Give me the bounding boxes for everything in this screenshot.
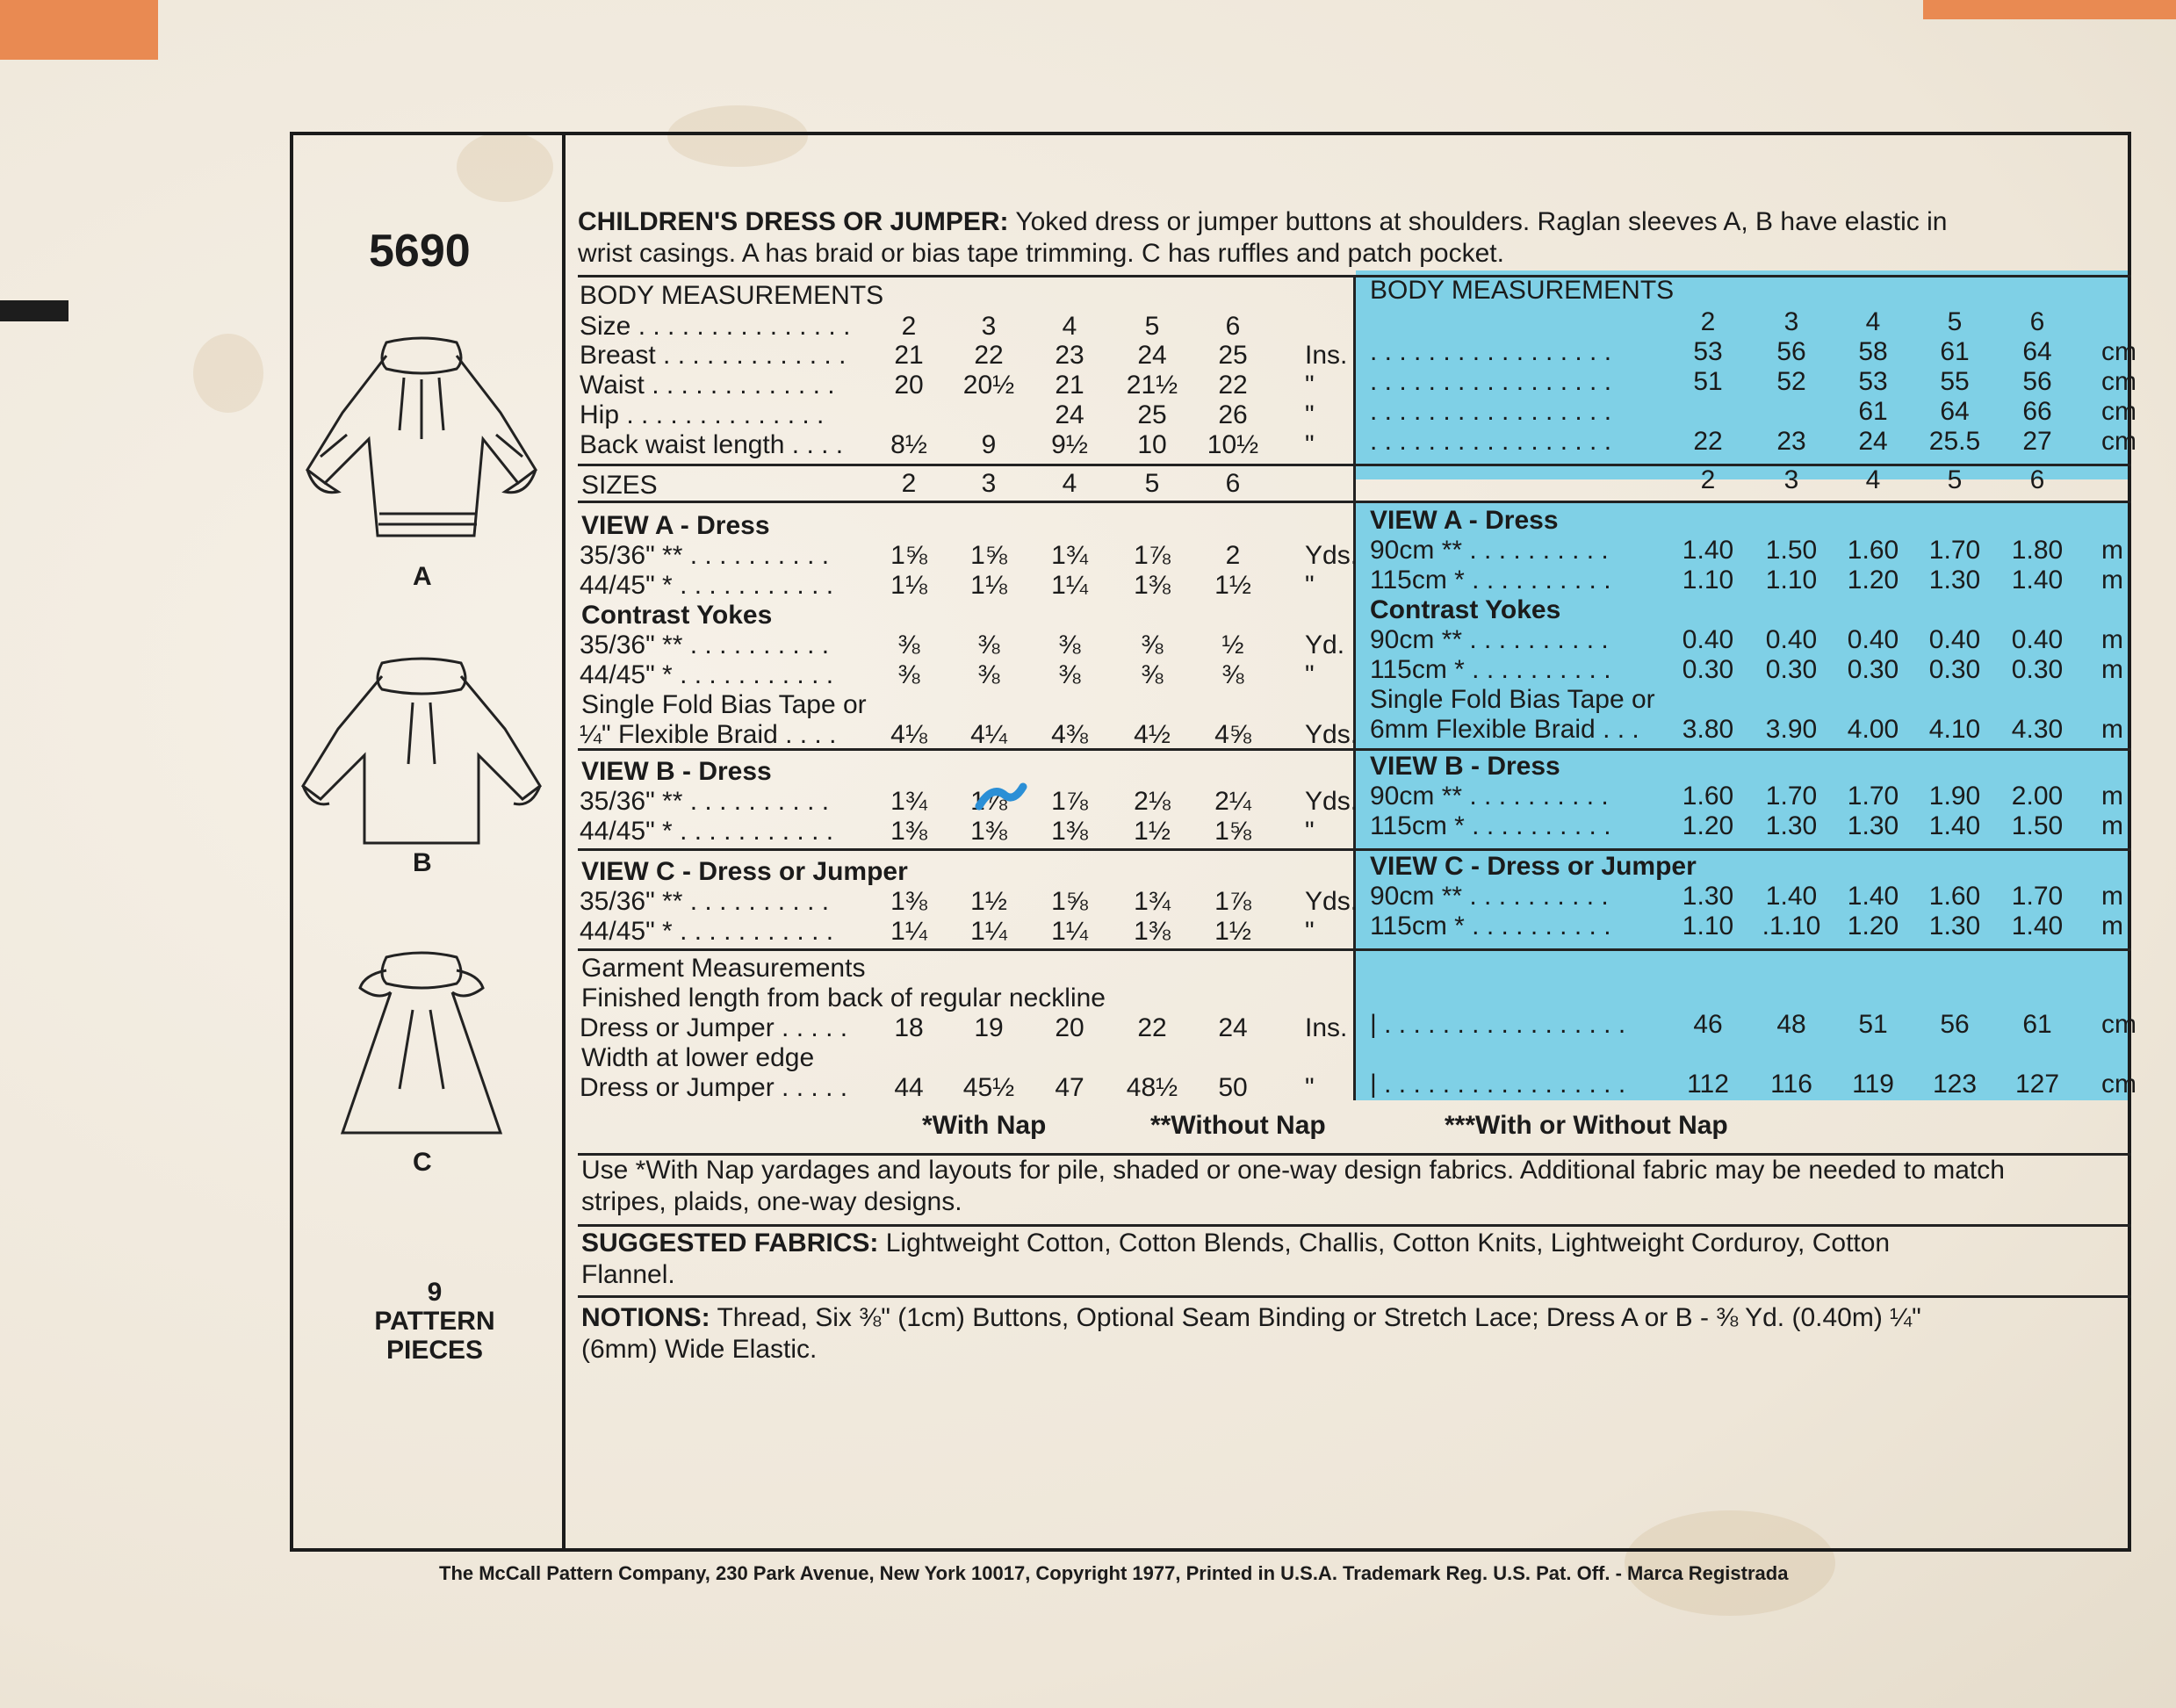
right-row-unit: m (2101, 811, 2123, 840)
left-row-unit: Yds. (1305, 787, 1358, 816)
left-row-value: 1¼ (890, 917, 927, 946)
left-row-unit: Ins. (1305, 341, 1348, 370)
right-row-label: | . . . . . . . . . . . . . . . . . (1370, 1070, 1626, 1099)
left-row-value: 1¼ (1051, 917, 1088, 946)
right-row-label: 90cm ** . . . . . . . . . . (1370, 782, 1609, 811)
left-row-unit: " (1305, 660, 1315, 689)
right-row-value: 1.80 (2011, 536, 2064, 565)
sizes-value: 4 (1062, 469, 1077, 498)
right-row-value: 46 (1693, 1010, 1723, 1039)
left-row-value: 24 (1137, 341, 1167, 370)
pieces-label-1: PATTERN (374, 1307, 495, 1336)
right-row-value: 0.30 (1682, 655, 1734, 684)
right-row-value: 1.10 (1682, 912, 1734, 940)
pattern-number: 5690 (369, 226, 471, 277)
left-row-value: 20½ (962, 371, 1015, 400)
right-row-value: 56 (1940, 1010, 1970, 1039)
right-row-value: 0.40 (1765, 625, 1818, 654)
left-row-label: 35/36" ** . . . . . . . . . . (580, 787, 830, 816)
left-row-value: ½ (1221, 631, 1244, 659)
right-row-value: 1.10 (1765, 566, 1818, 595)
left-row-value: 4 (1062, 312, 1077, 341)
right-row-value: 1.40 (2011, 912, 2064, 940)
title-bold: CHILDREN'S DRESS OR JUMPER: (578, 207, 1009, 236)
right-row-value: 123 (1932, 1070, 1978, 1099)
left-row-value: 26 (1218, 400, 1248, 429)
right-row-value: 1.30 (1928, 912, 1981, 940)
left-row-label: 44/45" * . . . . . . . . . . . (580, 571, 834, 600)
right-row-value: 1.30 (1928, 566, 1981, 595)
right-row-unit: m (2101, 715, 2123, 744)
pieces-count: 9 (427, 1278, 443, 1307)
left-row-value: 4⅛ (890, 720, 927, 749)
right-row-value: 1.60 (1682, 782, 1734, 811)
right-view-a: VIEW A - Dress (1370, 506, 1559, 535)
left-row-value: 1½ (1134, 817, 1171, 846)
sizes-value: 2 (901, 469, 917, 498)
right-row-label: 90cm ** . . . . . . . . . . (1370, 882, 1609, 911)
right-row-label: | . . . . . . . . . . . . . . . . . (1370, 1010, 1626, 1039)
title-line-1 (578, 207, 1948, 237)
left-row-value: 1¼ (1051, 571, 1088, 600)
right-body-header: BODY MEASUREMENTS (1370, 276, 1675, 305)
left-row-value: 1⅜ (890, 817, 927, 846)
left-row-unit: " (1305, 430, 1315, 459)
right-row-value: 1.60 (1847, 536, 1899, 565)
left-row-value: 1½ (1214, 917, 1251, 946)
right-size-header: 3 (1783, 307, 1799, 336)
right-row-value: 64 (1940, 397, 1970, 426)
left-row-value: 21 (1055, 371, 1084, 400)
right-row-value: 23 (1776, 427, 1806, 456)
right-row-value: 0.30 (2011, 655, 2064, 684)
right-row-value: 53 (1858, 367, 1888, 396)
left-row-label: Dress or Jumper . . . . . (580, 1013, 848, 1042)
right-row-value: 56 (1776, 337, 1806, 366)
right-row-value: 4.00 (1847, 715, 1899, 744)
left-row-value: 10 (1137, 430, 1167, 459)
title-rest: Yoked dress or jumper buttons at shoulders. Raglan sleeves A, B have elastic in (1015, 207, 1948, 236)
left-row-value: 1⅜ (970, 817, 1007, 846)
left-row-unit: " (1305, 571, 1315, 600)
left-view-b: VIEW B - Dress (581, 757, 772, 786)
right-view-b: VIEW B - Dress (1370, 752, 1560, 781)
right-row-value: 61 (1940, 337, 1970, 366)
right-row-value: 1.20 (1847, 912, 1899, 940)
right-row-value: 1.90 (1928, 782, 1981, 811)
orange-corner-left (0, 0, 158, 60)
right-row-value: 116 (1770, 1070, 1812, 1099)
right-row-label: . . . . . . . . . . . . . . . . . (1370, 367, 1612, 396)
left-row-value: 21 (894, 341, 924, 370)
right-row-value: 1.20 (1682, 811, 1734, 840)
left-row-label: Back waist length . . . . (580, 430, 844, 459)
left-row-value: 1⅝ (890, 541, 927, 570)
left-row-unit: " (1305, 917, 1315, 946)
left-row-unit: " (1305, 817, 1315, 846)
left-row-value: 2 (901, 312, 917, 341)
left-row-value: 4½ (1134, 720, 1171, 749)
left-body-header: BODY MEASUREMENTS (580, 281, 884, 310)
right-sizes-value: 4 (1865, 465, 1881, 494)
view-label-a: A (413, 562, 432, 591)
right-row-value: 3.80 (1682, 715, 1734, 744)
right-row-value: 56 (2022, 367, 2052, 396)
left-row-value: 2¼ (1214, 787, 1251, 816)
right-row-unit: m (2101, 782, 2123, 811)
left-bias-label: Single Fold Bias Tape or (581, 690, 867, 719)
left-row-value: 1½ (1214, 571, 1251, 600)
left-row-label: Hip . . . . . . . . . . . . . . (580, 400, 825, 429)
left-row-value: 1⅜ (1134, 571, 1171, 600)
view-label-b: B (413, 848, 432, 877)
left-row-value: 1⅝ (970, 541, 1007, 570)
right-row-label: 115cm * . . . . . . . . . . (1370, 566, 1611, 595)
right-row-value: 119 (1852, 1070, 1894, 1099)
right-row-value: 1.60 (1928, 882, 1981, 911)
right-row-value: 61 (2022, 1010, 2052, 1039)
left-row-value: 47 (1055, 1073, 1084, 1102)
right-sizes-value: 6 (2029, 465, 2045, 494)
left-row-value: 19 (974, 1013, 1004, 1042)
left-row-value: 1⅞ (1051, 787, 1088, 816)
right-row-value: 1.50 (1765, 536, 1818, 565)
left-row-unit: " (1305, 371, 1315, 400)
right-row-value: 48 (1776, 1010, 1806, 1039)
left-row-unit: " (1305, 400, 1315, 429)
fabrics-line-1 (581, 1229, 1890, 1258)
left-row-value: 25 (1137, 400, 1167, 429)
right-row-unit: m (2101, 655, 2123, 684)
right-row-value: 2.00 (2011, 782, 2064, 811)
right-size-header: 6 (2029, 307, 2045, 336)
left-row-label: Waist . . . . . . . . . . . . . (580, 371, 835, 400)
right-row-value: 0.40 (2011, 625, 2064, 654)
left-row-value: 5 (1144, 312, 1160, 341)
left-row-label: 35/36" ** . . . . . . . . . . (580, 631, 830, 659)
left-row-value: 24 (1055, 400, 1084, 429)
right-row-unit: m (2101, 912, 2123, 940)
left-row-value: ⅜ (1058, 631, 1081, 659)
left-row-unit: Yds. (1305, 541, 1358, 570)
right-row-value: 1.70 (1765, 782, 1818, 811)
right-row-value: 1.40 (1682, 536, 1734, 565)
right-contrast: Contrast Yokes (1370, 595, 1561, 624)
left-row-value: 1⅛ (970, 571, 1007, 600)
left-row-value: 4¼ (970, 720, 1007, 749)
left-row-label: 44/45" * . . . . . . . . . . . (580, 817, 834, 846)
left-row-value: 1⅜ (1051, 817, 1088, 846)
right-row-value: 58 (1858, 337, 1888, 366)
right-row-unit: cm (2101, 427, 2136, 456)
left-row-value: ⅜ (1058, 660, 1081, 689)
right-row-label: 115cm * . . . . . . . . . . (1370, 811, 1611, 840)
footer-credit: The McCall Pattern Company, 230 Park Avenue, New York 10017, Copyright 1977, Printed in U.S.A. Trademark Reg. U.S. Pat. Off. - Marca Registrada (439, 1562, 1789, 1584)
right-row-label: 6mm Flexible Braid . . . (1370, 715, 1639, 744)
right-row-value: 53 (1693, 337, 1723, 366)
left-row-value: 10½ (1207, 430, 1259, 459)
left-row-unit: Ins. (1305, 1013, 1348, 1042)
title-line-2: wrist casings. A has braid or bias tape trimming. C has ruffles and patch pocket. (578, 239, 1504, 268)
sizes-value: 6 (1225, 469, 1241, 498)
right-sizes-value: 5 (1947, 465, 1963, 494)
left-row-value: 1¾ (1051, 541, 1088, 570)
view-c-illustration (316, 940, 527, 1150)
right-row-value: 22 (1693, 427, 1723, 456)
right-row-value: 1.50 (2011, 811, 2064, 840)
right-row-value: 0.30 (1928, 655, 1981, 684)
left-row-value: 4⅜ (1051, 720, 1088, 749)
right-row-value: 1.10 (1682, 566, 1734, 595)
right-row-value: 24 (1858, 427, 1888, 456)
right-row-value: 66 (2022, 397, 2052, 426)
right-row-value: 4.30 (2011, 715, 2064, 744)
orange-corner-right (1923, 0, 2176, 19)
left-row-unit: Yds. (1305, 720, 1358, 749)
left-row-label: ¼" Flexible Braid . . . . (580, 720, 837, 749)
nap-without: **Without Nap (1150, 1111, 1326, 1140)
left-row-value: 9 (981, 430, 997, 459)
left-row-value: ⅜ (897, 660, 920, 689)
left-row-value: 9½ (1051, 430, 1088, 459)
left-row-value: ⅜ (1221, 660, 1244, 689)
notions-line-1 (581, 1303, 1921, 1333)
left-row-label: 35/36" ** . . . . . . . . . . (580, 541, 830, 570)
left-row-label: Size . . . . . . . . . . . . . . . (580, 312, 851, 341)
left-row-unit: " (1305, 1073, 1315, 1102)
view-b-illustration (290, 632, 553, 861)
left-row-value: 20 (894, 371, 924, 400)
right-row-value: 1.40 (1765, 882, 1818, 911)
view-label-c: C (413, 1148, 432, 1177)
right-row-value: 55 (1940, 367, 1970, 396)
left-row-value: 1⅞ (1134, 541, 1171, 570)
metric-divider (1353, 275, 1356, 1100)
right-row-value: .1.10 (1762, 912, 1821, 940)
right-size-header: 4 (1865, 307, 1881, 336)
use-line-2: stripes, plaids, one-way designs. (581, 1187, 962, 1216)
left-row-value: 3 (981, 312, 997, 341)
left-row-value: 1⅛ (890, 571, 927, 600)
right-row-value: 1.40 (2011, 566, 2064, 595)
notions-rest: Thread, Six ⅜" (1cm) Buttons, Optional Seam Binding or Stretch Lace; Dress A or B - ⅜ Yd. (0.40m) ¼" (717, 1303, 1921, 1332)
left-row-value: 1⅞ (1214, 887, 1251, 916)
left-row-value: 2 (1225, 541, 1241, 570)
frame-divider (562, 132, 566, 1552)
fabrics-bold: SUGGESTED FABRICS: (581, 1229, 879, 1258)
fabrics-line-2: Flannel. (581, 1260, 675, 1289)
rule (578, 1295, 2131, 1298)
view-a-illustration (290, 307, 553, 597)
right-row-label: . . . . . . . . . . . . . . . . . (1370, 397, 1612, 426)
right-row-value: 1.70 (2011, 882, 2064, 911)
left-row-value: ⅜ (1141, 660, 1164, 689)
right-row-unit: m (2101, 625, 2123, 654)
right-row-value: 51 (1858, 1010, 1888, 1039)
right-row-unit: cm (2101, 1010, 2136, 1039)
use-line-1: Use *With Nap yardages and layouts for pile, shaded or one-way design fabrics. Additional fabric may be needed to match (581, 1156, 2005, 1185)
left-row-label: 44/45" * . . . . . . . . . . . (580, 660, 834, 689)
right-row-unit: cm (2101, 367, 2136, 396)
black-tab-mark (0, 300, 68, 321)
nap-either: ***With or Without Nap (1445, 1111, 1728, 1140)
right-row-value: 4.10 (1928, 715, 1981, 744)
fabrics-rest: Lightweight Cotton, Cotton Blends, Challis, Cotton Knits, Lightweight Corduroy, Cotton (885, 1229, 1891, 1258)
right-row-value: 0.30 (1847, 655, 1899, 684)
notions-bold: NOTIONS: (581, 1303, 710, 1332)
width-label: Width at lower edge (581, 1043, 815, 1072)
left-row-value: 44 (894, 1073, 924, 1102)
right-row-unit: cm (2101, 1070, 2136, 1099)
right-sizes-value: 2 (1700, 465, 1716, 494)
pieces-label-2: PIECES (385, 1336, 484, 1365)
right-view-c: VIEW C - Dress or Jumper (1370, 852, 1697, 881)
right-row-unit: cm (2101, 337, 2136, 366)
finished-label: Finished length from back of regular neckline (581, 984, 1106, 1013)
right-row-value: 1.30 (1847, 811, 1899, 840)
left-row-value: 1⅜ (890, 887, 927, 916)
right-row-value: 1.40 (1928, 811, 1981, 840)
left-row-value: 24 (1218, 1013, 1248, 1042)
right-row-value: 127 (2014, 1070, 2060, 1099)
left-row-value: 6 (1225, 312, 1241, 341)
left-row-value: 1¾ (890, 787, 927, 816)
left-view-c: VIEW C - Dress or Jumper (581, 857, 908, 886)
right-row-value: 112 (1687, 1070, 1729, 1099)
left-row-value: 1⅝ (1214, 817, 1251, 846)
left-row-value: 25 (1218, 341, 1248, 370)
left-row-value: 1½ (970, 887, 1007, 916)
right-row-label: . . . . . . . . . . . . . . . . . (1370, 337, 1612, 366)
left-row-value: 48½ (1126, 1073, 1178, 1102)
right-sizes-value: 3 (1783, 465, 1799, 494)
left-row-unit: Yd. (1305, 631, 1345, 659)
right-row-value: 25.5 (1928, 427, 1981, 456)
garment-label: Garment Measurements (581, 954, 866, 983)
right-row-label: 115cm * . . . . . . . . . . (1370, 655, 1611, 684)
left-row-value: 4⅝ (1214, 720, 1251, 749)
left-row-value: 23 (1055, 341, 1084, 370)
right-size-header: 5 (1947, 307, 1963, 336)
rule (578, 1224, 2131, 1227)
right-row-value: 0.30 (1765, 655, 1818, 684)
right-row-label: 90cm ** . . . . . . . . . . (1370, 625, 1609, 654)
right-row-value: 1.40 (1847, 882, 1899, 911)
left-row-value: 21½ (1126, 371, 1178, 400)
left-view-a: VIEW A - Dress (581, 511, 770, 540)
left-row-value: 18 (894, 1013, 924, 1042)
left-row-value: ⅜ (1141, 631, 1164, 659)
nap-with: *With Nap (922, 1111, 1047, 1140)
left-row-value: 8½ (890, 430, 927, 459)
left-row-value: 22 (1218, 371, 1248, 400)
left-row-value: 45½ (962, 1073, 1015, 1102)
right-row-unit: m (2101, 566, 2123, 595)
right-row-value: 64 (2022, 337, 2052, 366)
left-row-label: Breast . . . . . . . . . . . . . (580, 341, 847, 370)
stain (193, 334, 263, 413)
sizes-value: 3 (981, 469, 997, 498)
right-row-value: 3.90 (1765, 715, 1818, 744)
right-row-unit: m (2101, 536, 2123, 565)
right-bias-label: Single Fold Bias Tape or (1370, 685, 1655, 714)
right-row-value: 0.40 (1682, 625, 1734, 654)
right-row-label: 90cm ** . . . . . . . . . . (1370, 536, 1609, 565)
left-row-value: ⅜ (897, 631, 920, 659)
right-row-value: 0.40 (1928, 625, 1981, 654)
left-contrast: Contrast Yokes (581, 601, 773, 630)
left-row-value: 1⅜ (1134, 917, 1171, 946)
left-row-value: ⅜ (977, 631, 1000, 659)
left-row-unit: Yds. (1305, 887, 1358, 916)
left-row-value: 2⅛ (1134, 787, 1171, 816)
right-row-value: 61 (1858, 397, 1888, 426)
left-row-value: 22 (974, 341, 1004, 370)
left-row-value: 1⅝ (1051, 887, 1088, 916)
right-row-label: . . . . . . . . . . . . . . . . . (1370, 427, 1612, 456)
right-row-value: 51 (1693, 367, 1723, 396)
pen-mark (975, 780, 1027, 815)
sizes-value: 5 (1144, 469, 1160, 498)
left-row-value: 22 (1137, 1013, 1167, 1042)
right-row-value: 1.30 (1765, 811, 1818, 840)
right-row-label: 115cm * . . . . . . . . . . (1370, 912, 1611, 940)
left-row-value: ⅜ (977, 660, 1000, 689)
left-row-label: 44/45" * . . . . . . . . . . . (580, 917, 834, 946)
right-row-value: 1.20 (1847, 566, 1899, 595)
left-row-value: 20 (1055, 1013, 1084, 1042)
right-row-unit: m (2101, 882, 2123, 911)
right-row-value: 27 (2022, 427, 2052, 456)
sizes-label: SIZES (581, 471, 658, 500)
right-row-value: 52 (1776, 367, 1806, 396)
right-row-value: 1.30 (1682, 882, 1734, 911)
notions-line-2: (6mm) Wide Elastic. (581, 1335, 818, 1364)
right-row-value: 1.70 (1847, 782, 1899, 811)
left-row-label: Dress or Jumper . . . . . (580, 1073, 848, 1102)
right-row-value: 1.70 (1928, 536, 1981, 565)
right-size-header: 2 (1700, 307, 1716, 336)
left-row-value: 1⅞ (970, 787, 1007, 816)
right-row-value: 0.40 (1847, 625, 1899, 654)
left-row-value: 50 (1218, 1073, 1248, 1102)
left-row-label: 35/36" ** . . . . . . . . . . (580, 887, 830, 916)
right-row-unit: cm (2101, 397, 2136, 426)
left-row-value: 1¼ (970, 917, 1007, 946)
left-row-value: 1¾ (1134, 887, 1171, 916)
